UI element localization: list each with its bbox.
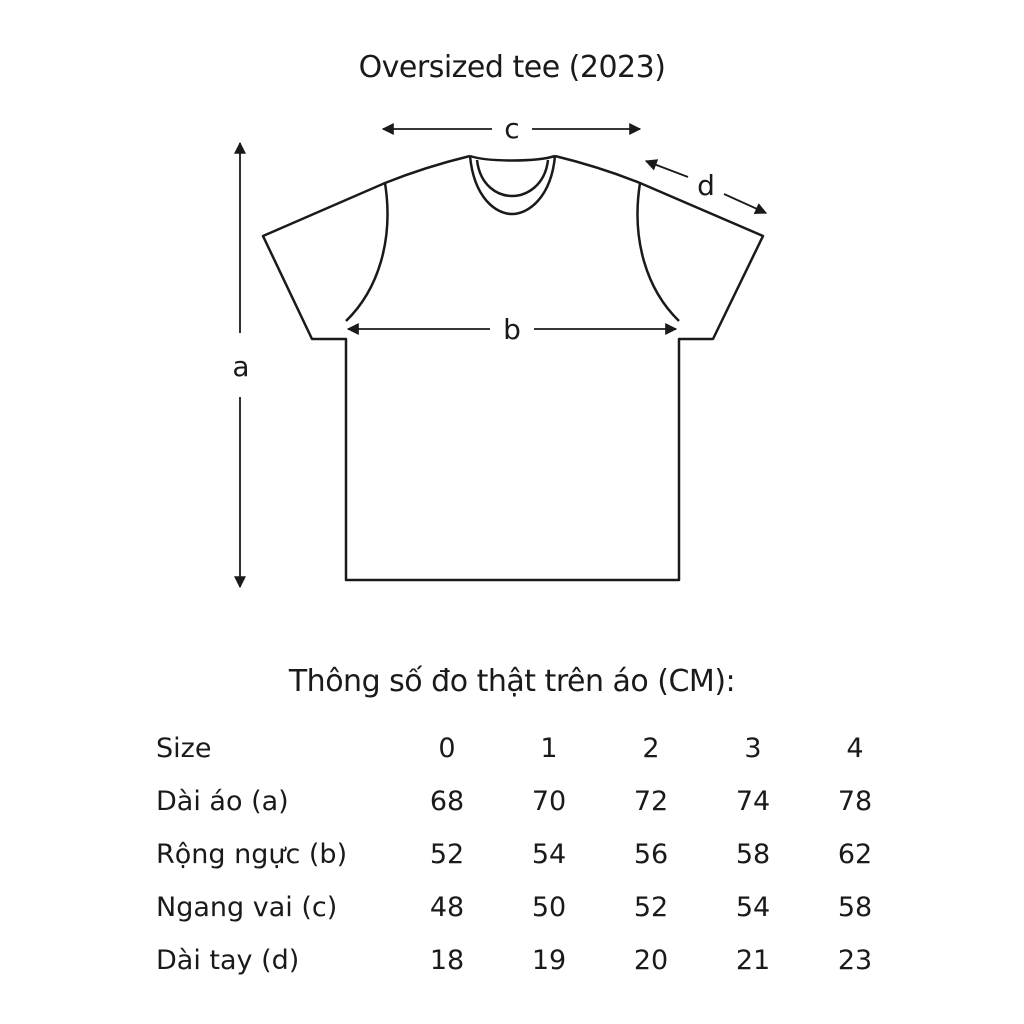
label-b: b bbox=[503, 313, 521, 346]
tshirt-outline bbox=[263, 156, 763, 580]
table-cell: 23 bbox=[837, 945, 873, 976]
table-cell: 19 bbox=[531, 945, 567, 976]
table-cell: 48 bbox=[429, 892, 465, 923]
table-cell: 54 bbox=[735, 892, 771, 923]
table-cell: 18 bbox=[429, 945, 465, 976]
row-label: Dài tay (d) bbox=[156, 945, 300, 976]
table-cell: 52 bbox=[633, 892, 669, 923]
table-row-size bbox=[156, 722, 906, 775]
table-cell: 70 bbox=[531, 786, 567, 817]
table-cell: 54 bbox=[531, 839, 567, 870]
label-c: c bbox=[504, 112, 520, 145]
table-row-length bbox=[156, 775, 906, 828]
chart-title: Oversized tee (2023) bbox=[358, 50, 666, 85]
table-row-shoulder bbox=[156, 881, 906, 934]
arrow-d-right bbox=[724, 194, 766, 213]
tshirt-collar-inner bbox=[470, 156, 555, 161]
row-label: Ngang vai (c) bbox=[156, 892, 338, 923]
label-a: a bbox=[232, 350, 250, 383]
tshirt-collar-outer bbox=[470, 156, 555, 214]
size-table bbox=[156, 722, 906, 987]
table-cell: 78 bbox=[837, 786, 873, 817]
row-label: Dài áo (a) bbox=[156, 786, 289, 817]
table-cell: 68 bbox=[429, 786, 465, 817]
table-cell: 1 bbox=[540, 733, 558, 764]
tshirt-collar-rib bbox=[477, 160, 548, 196]
table-cell: 72 bbox=[633, 786, 669, 817]
table-cell: 4 bbox=[846, 733, 864, 764]
table-row-sleeve bbox=[156, 934, 906, 987]
table-cell: 0 bbox=[438, 733, 456, 764]
right-sleeve-seam bbox=[638, 183, 679, 321]
table-cell: 56 bbox=[633, 839, 669, 870]
table-cell: 52 bbox=[429, 839, 465, 870]
label-d: d bbox=[697, 169, 715, 202]
table-cell: 50 bbox=[531, 892, 567, 923]
table-cell: 2 bbox=[642, 733, 660, 764]
table-row-chest bbox=[156, 828, 906, 881]
left-sleeve-seam bbox=[346, 183, 387, 321]
table-cell: 21 bbox=[735, 945, 771, 976]
table-heading: Thông số đo thật trên áo (CM): bbox=[288, 664, 736, 699]
table-cell: 62 bbox=[837, 839, 873, 870]
row-label: Size bbox=[156, 733, 212, 764]
table-cell: 74 bbox=[735, 786, 771, 817]
arrow-d-left bbox=[646, 161, 688, 177]
table-cell: 58 bbox=[735, 839, 771, 870]
table-cell: 3 bbox=[744, 733, 762, 764]
row-label: Rộng ngực (b) bbox=[156, 839, 348, 870]
table-cell: 58 bbox=[837, 892, 873, 923]
table-cell: 20 bbox=[633, 945, 669, 976]
